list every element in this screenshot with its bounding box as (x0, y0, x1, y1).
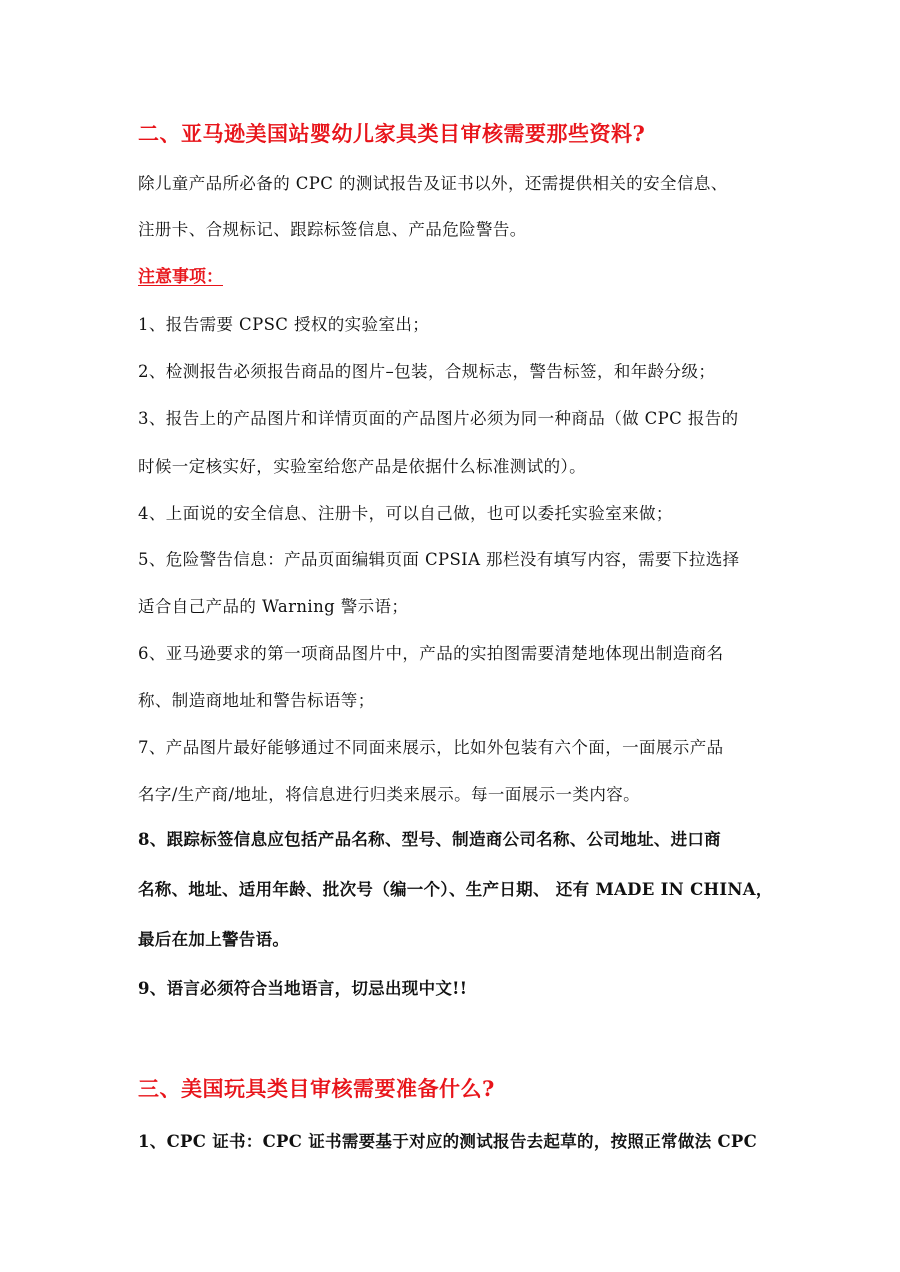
bold-list-item: 名称、地址、适用年龄、批次号（编一个）、生产日期、 还有 MADE IN CHINA， (138, 880, 773, 899)
list-item: 名字/生产商/地址，将信息进行归类来展示。每一面展示一类内容。 (138, 785, 641, 804)
list-item: 适合自己产品的 Warning 警示语； (138, 597, 409, 616)
list-item: 1、报告需要 CPSC 授权的实验室出； (138, 315, 430, 334)
list-item: 3、报告上的产品图片和详情页面的产品图片必须为同一种商品（做 CPC 报告的 (138, 409, 739, 428)
intro-line: 注册卡、合规标记、跟踪标签信息、产品危险警告。 (138, 220, 527, 239)
list-item: 2、检测报告必须报告商品的图片–包装，合规标志，警告标签，和年龄分级； (138, 362, 716, 381)
list-item: 7、产品图片最好能够通过不同面来展示，比如外包装有六个面，一面展示产品 (138, 738, 724, 757)
bold-list-item: 8、跟踪标签信息应包括产品名称、型号、制造商公司名称、公司地址、进口商 (138, 830, 721, 849)
list-item: 称、制造商地址和警告标语等； (138, 691, 375, 710)
list-item: 5、危险警告信息：产品页面编辑页面 CPSIA 那栏没有填写内容，需要下拉选择 (138, 550, 740, 569)
list-item: 4、上面说的安全信息、注册卡，可以自己做，也可以委托实验室来做； (138, 504, 673, 523)
list-item: 时候一定核实好，实验室给您产品是依据什么标准测试的）。 (138, 457, 587, 476)
notice-label: 注意事项： (138, 267, 223, 287)
intro-line: 除儿童产品所必备的 CPC 的测试报告及证书以外，还需提供相关的安全信息、 (138, 174, 728, 193)
section3-first-line: 1、CPC 证书：CPC 证书需要基于对应的测试报告去起草的，按照正常做法 CPC (138, 1132, 758, 1151)
list-item: 6、亚马逊要求的第一项商品图片中，产品的实拍图需要清楚地体现出制造商名 (138, 644, 724, 663)
section3-heading: 三、美国玩具类目审核需要准备什么? (138, 1076, 495, 1101)
bold-list-item: 最后在加上警告语。 (138, 930, 290, 949)
bold-list-item: 9、语言必须符合当地语言，切忌出现中文!! (138, 979, 468, 998)
section2-heading: 二、亚马逊美国站婴幼儿家具类目审核需要那些资料? (138, 121, 646, 146)
